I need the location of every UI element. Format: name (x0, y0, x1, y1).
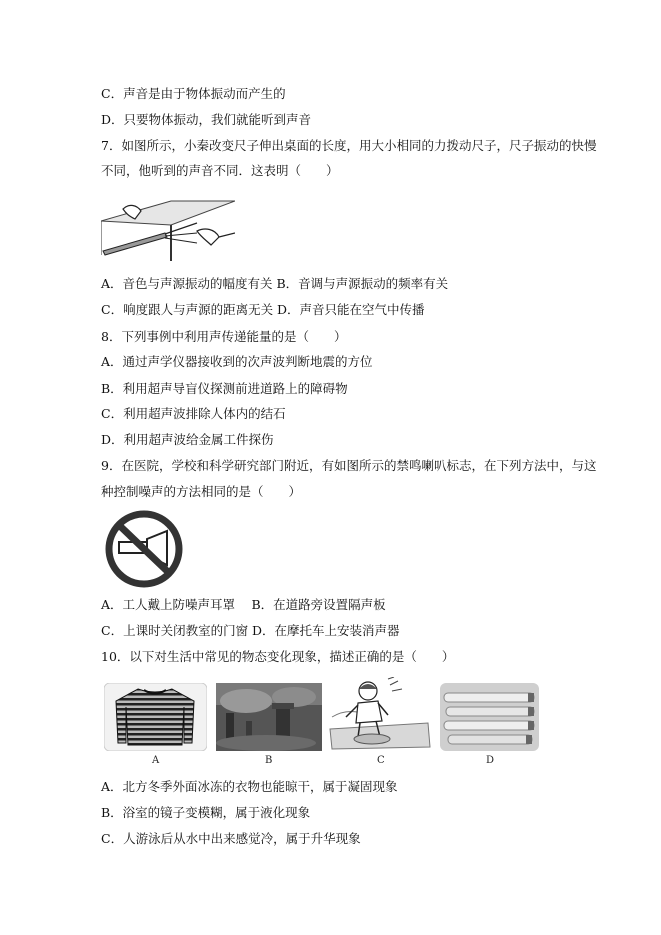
q8-stem: 8．下列事例中利用声传递能量的是（ ） (101, 329, 347, 344)
q7-options-cd: C．响度跟人与声源的距离无关 D．声音只能在空气中传播 (101, 302, 425, 317)
image-a-sweater (104, 683, 207, 751)
q8-option-c: C．利用超声波排除人体内的结石 (101, 406, 286, 421)
q7-options-ab: A．音色与声源振动的幅度有关 B．音调与声源振动的频率有关 (101, 276, 449, 291)
image-c-swimmer (328, 677, 432, 751)
q6-option-c: C．声音是由于物体振动而产生的 (101, 86, 286, 101)
q6-option-d: D．只要物体振动，我们就能听到声音 (101, 112, 312, 127)
q8-option-d: D．利用超声波给金属工件探伤 (101, 432, 274, 447)
q7-stem-line1: 7．如图所示，小秦改变尺子伸出桌面的长度，用大小相同的力拨动尺子，尺子振动的快慢 (101, 138, 597, 153)
caption-d: D (486, 755, 495, 766)
caption-a: A (152, 755, 160, 766)
q7-stem-line2: 不同，他听到的声音不同．这表明（ ） (101, 163, 339, 178)
image-b-photo (216, 683, 322, 751)
image-d-tubes (440, 683, 539, 751)
q9-stem-line2: 种控制噪声的方法相同的是（ ） (101, 484, 302, 499)
q9-options-cd: C．上课时关闭教室的门窗 D．在摩托车上安装消声器 (101, 623, 400, 638)
q10-option-b: B．浴室的镜子变模糊，属于液化现象 (101, 805, 311, 820)
q9-stem-line1: 9．在医院，学校和科学研究部门附近，有如图所示的禁鸣喇叭标志，在下列方法中，与这 (101, 458, 597, 473)
q10-option-a: A．北方冬季外面冰冻的衣物也能晾干，属于凝固现象 (101, 779, 398, 794)
q9-options-ab: A．工人戴上防噪声耳罩 B．在道路旁设置隔声板 (101, 597, 386, 612)
q8-option-b: B．利用超声导盲仪探测前进道路上的障碍物 (101, 381, 348, 396)
q8-option-a: A．通过声学仪器接收到的次声波判断地震的方位 (101, 354, 373, 369)
ruler-figure (101, 193, 235, 263)
q10-option-c: C．人游泳后从水中出来感觉冷，属于升华现象 (101, 831, 361, 846)
q10-stem: 10．以下对生活中常见的物态变化现象，描述正确的是（ ） (101, 649, 455, 664)
caption-b: B (265, 755, 273, 766)
no-horn-sign-icon (101, 509, 187, 589)
caption-c: C (377, 755, 385, 766)
